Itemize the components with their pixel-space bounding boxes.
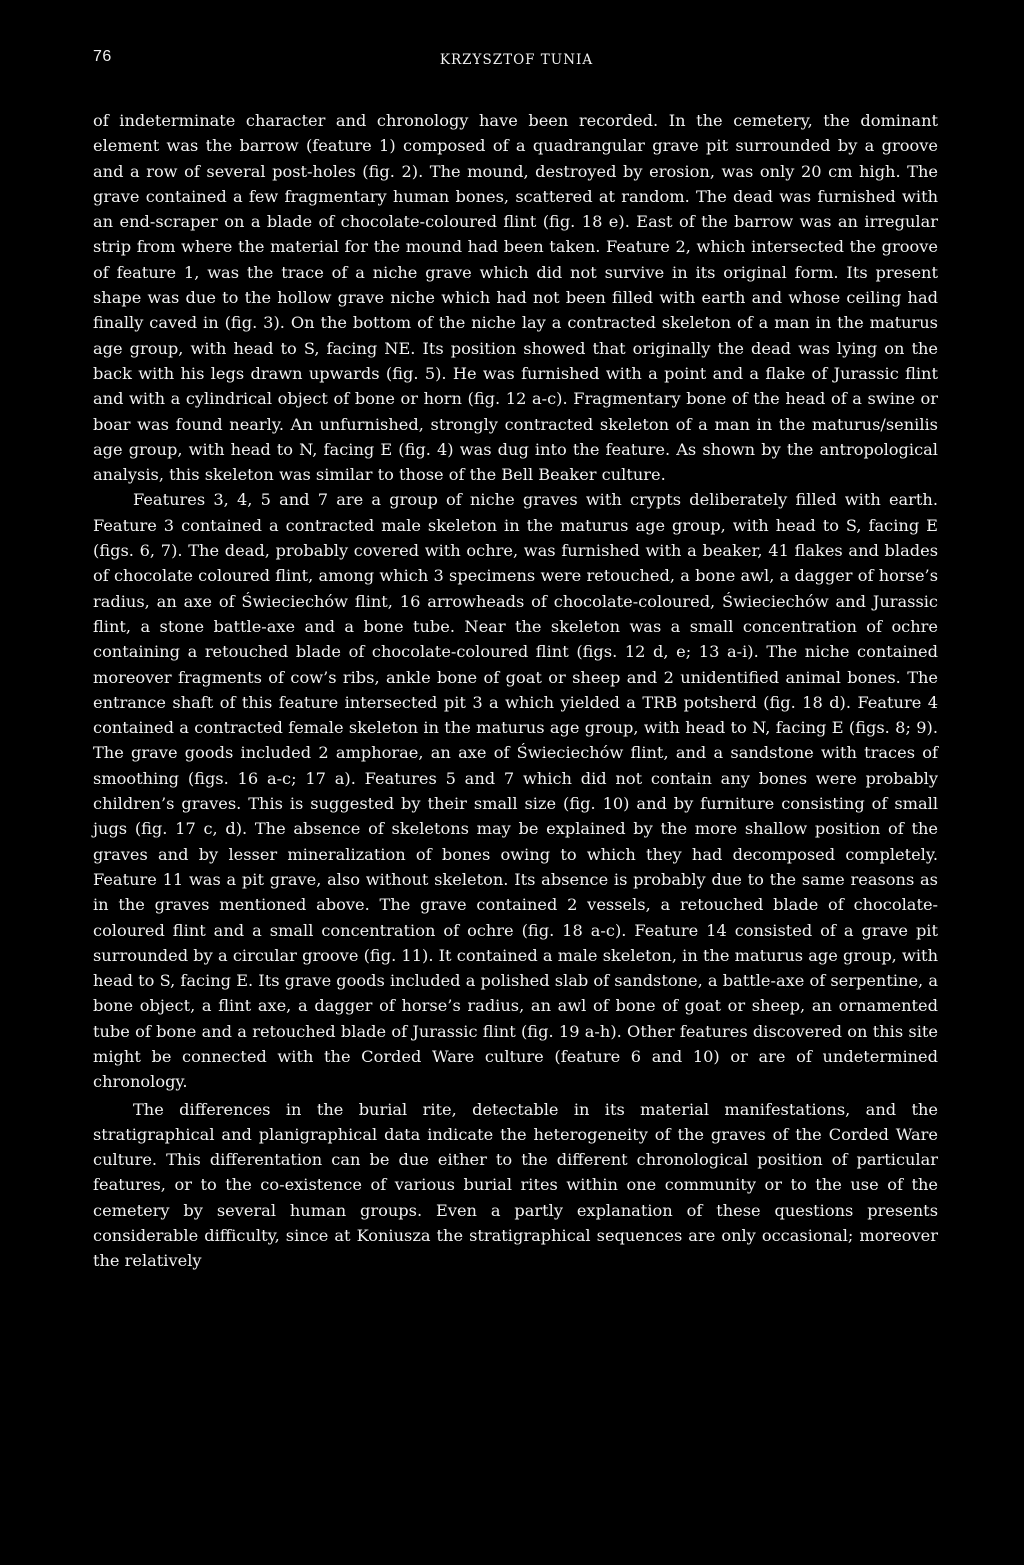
paragraph-1: of indeterminate character and chronology have been recorded. In the cemetery, the dominant element was the barrow (feature 1) composed of a quadrangular grave pit surrounded by a groove and a row of several post-holes (fig. 2). The mound, destroyed by erosion, was only 20 cm high. The grave contained a few fragmentary human bones, scattered at random. The dead was furnished with an end-scraper on a blade of chocolate-coloured flint (fig. 18 e). East of the barrow was an irregular strip from where the material for the mound had been taken. Feature 2, which intersected the groove of feature 1, was the trace of a niche grave which did not survive in its original form. Its present shape was due to the hollow grave niche which had not been filled with earth and whose ceiling had finally caved in (fig. 3). On the bottom of the niche lay a contracted skeleton of a man in the maturus age group, with head to S, facing NE. Its position showed that originally the dead was lying on the back with his legs drawn upwards (fig. 5). He was furnished with a point and a flake of Jurassic flint and with a cylindrical object of bone or horn (fig. 12 a-c). Fragmentary bone of the head of a swine or boar was found nearly. An unfurnished, strongly contracted skeleton of a man in the maturus/senilis age group, with head to N, facing E (fig. 4) was dug into the feature. As shown by the antropological analysis, this skeleton was similar to those of the Bell Beaker culture. — [93, 111, 938, 485]
running-head: KRZYSZTOF TUNIA — [439, 52, 594, 68]
body-text — [93, 108, 938, 1274]
paragraph-2: Features 3, 4, 5 and 7 are a group of niche graves with crypts deliberately filled with earth. Feature 3 contained a contracted male skeleton in the maturus age group, with head to S, facing E (figs. 6, 7). The dead, probably covered with ochre, was furnished with a beaker, 41 flakes and blades of chocolate coloured flint, among which 3 specimens were retouched, a bone awl, a dagger of horse’s radius, an axe of Świeciechów flint, 16 arrowheads of chocolate-coloured, Świeciechów and Jurassic flint, a stone battle-axe and a bone tube. Near the skeleton was a small concentration of ochre containing a retouched blade of chocolate-coloured flint (figs. 12 d, e; 13 a-i). The niche contained moreover fragments of cow’s ribs, ankle bone of goat or sheep and 2 unidentified animal bones. The entrance shaft of this feature intersected pit 3 a which yielded a TRB potsherd (fig. 18 d). Feature 4 contained a contracted female skeleton in the maturus age group, with head to N, facing E (figs. 8; 9). The grave goods included 2 amphorae, an axe of Świeciechów flint, and a sandstone with traces of smoothing (figs. 16 a-c; 17 a). Features 5 and 7 which did not contain any bones were probably children’s graves. This is suggested by their small size (fig. 10) and by furniture consisting of small jugs (fig. 17 c, d). The absence of skeletons may be explained by the more shallow position of the graves and by lesser mineralization of bones owing to which they had decomposed completely. Feature 11 was a pit grave, also without skeleton. Its absence is probably due to the same reasons as in the graves mentioned above. The grave contained 2 vessels, a retouched blade of chocolate-coloured flint and a small concentration of ochre (fig. 18 a-c). Feature 14 consisted of a grave pit surrounded by a circular groove (fig. 11). It contained a male skeleton, in the maturus age group, with head to S, facing E. Its grave goods included a polished slab of sandstone, a battle-axe of serpentine, a bone object, a flint axe, a dagger of horse’s radius, an awl of bone of goat or sheep, an ornamented tube of bone and a retouched blade of Jurassic flint (fig. 19 a-h). Other features discovered on this site might be connected with the Corded Ware culture (feature 6 and 10) or are of undetermined chronology. — [93, 490, 938, 1092]
page-header — [93, 48, 940, 72]
page-number: 76 — [93, 48, 112, 65]
paragraph-3: The differences in the burial rite, detectable in its material manifestations, and the stratigraphical and planigraphical data indicate the heterogeneity of the graves of the Corded Ware culture. This differentation can be due either to the different chronological position of particular features, or to the co-existence of various burial rites within one community or to the use of the cemetery by several human groups. Even a partly explanation of these questions presents considerable difficulty, since at Koniusza the stratigraphical sequences are only occasional; moreover the relatively — [93, 1099, 938, 1271]
